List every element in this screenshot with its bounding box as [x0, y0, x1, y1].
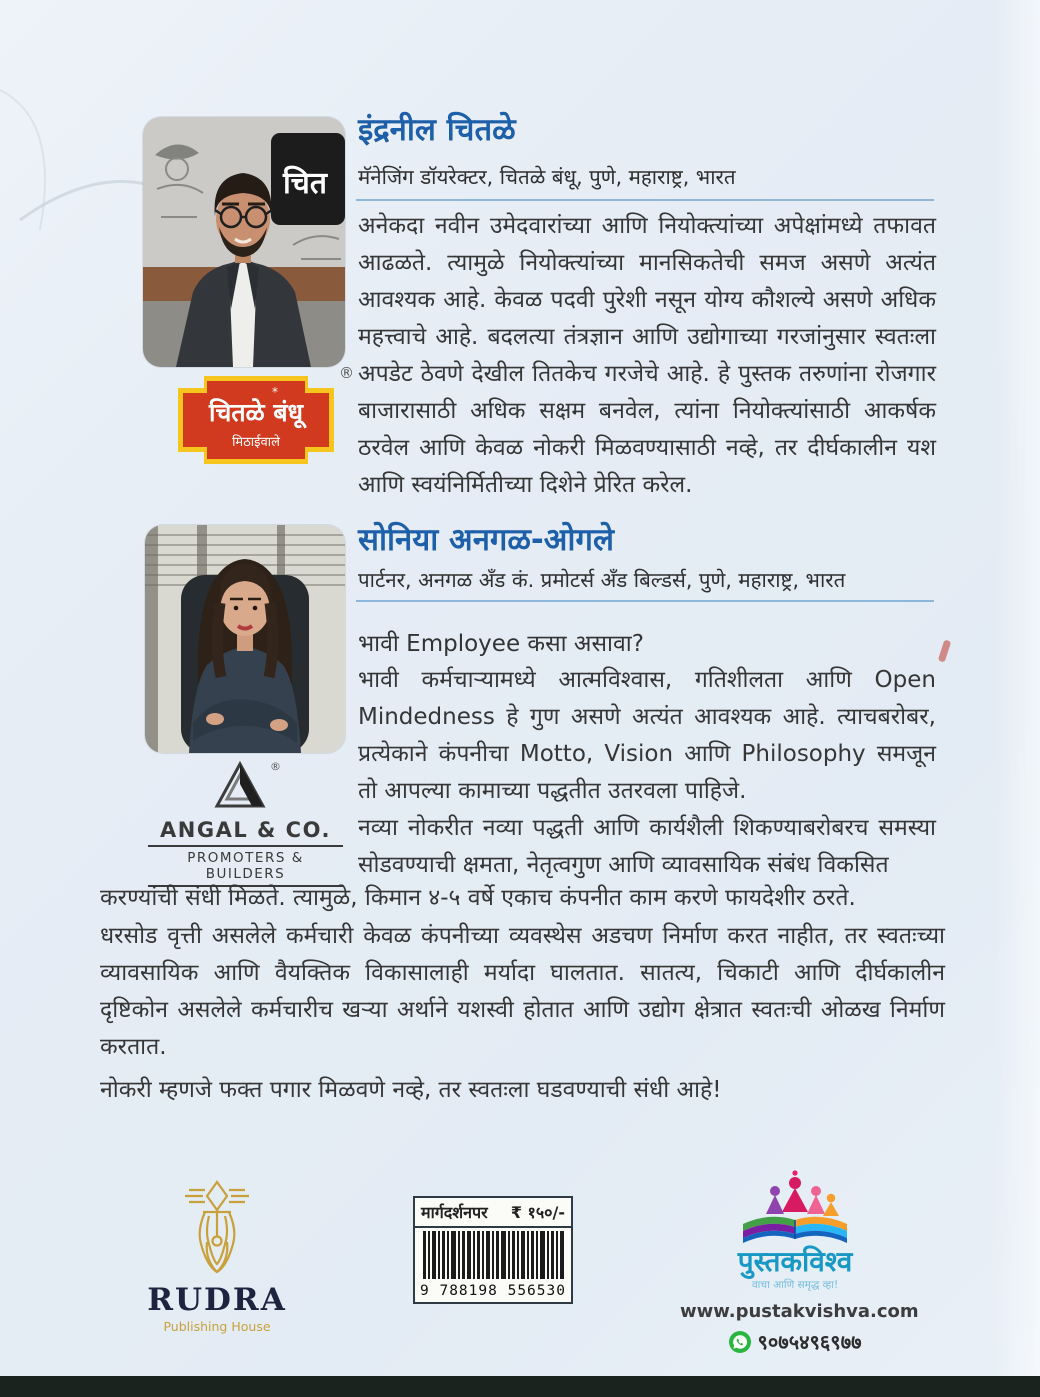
- rudra-name: RUDRA: [147, 1282, 287, 1318]
- pustakvishva-website: www.pustakvishva.com: [680, 1301, 919, 1322]
- body-wide-text: [100, 880, 945, 1110]
- wall-plaque-text: चित: [283, 166, 327, 201]
- author2-name: सोनिया अनगळ-ओगले: [358, 522, 614, 558]
- photo-indraneel-chitale: [143, 117, 345, 367]
- pustakvishva-tagline: वाचा आणि समृद्ध व्हा!: [751, 1279, 839, 1291]
- price-label: मार्गदर्शनपर: [421, 1203, 488, 1222]
- rudra-publisher-logo: [122, 1178, 312, 1334]
- pustakvishva-logo-icon: [730, 1168, 860, 1248]
- price-barcode-box: [413, 1196, 573, 1304]
- author1-name: इंद्रनील चितळे: [358, 112, 516, 148]
- rudra-emblem-icon: [179, 1178, 255, 1278]
- barcode: [421, 1231, 565, 1279]
- divider-1: [356, 199, 934, 201]
- price-value: ₹ १५०/-: [510, 1203, 565, 1222]
- author1-paragraph: अनेकदा नवीन उमेदवारांच्या आणि नियोक्त्यांच्या अपेक्षांमध्ये तफावत आढळते. त्यामुळे नियोक्त्यांच्या मानसिकतेची समज असणे अत्यंत आवश्यक आहे. केवळ पदवी पुरेशी नसून योग्य कौशल्ये असणे अधिक महत्त्वाचे आहे. बदलत्या तंत्रज्ञान आणि उद्योगाच्या गरजांनुसार स्वतःला अपडेट ठेवणे देखील तितकेच गरजेचे आहे. हे पुस्तक तरुणांना रोजगार बाजारासाठी अधिक सक्षम बनवेल, त्यांना नियोक्त्यांसाठी आकर्षक ठरवेल आणि केवळ नोकरी मिळवण्यासाठी नव्हे, तर दीर्घकालीन यश आणि स्वयंनिर्मितीच्या दिशेने प्रेरित करेल.: [358, 213, 936, 498]
- author2-paragraph2-column: नव्या नोकरीत नव्या पद्धती आणि कार्यशैली शिकण्याबरोबरच समस्या सोडवण्याची क्षमता, नेतृत्वगुण आणि व्यावसायिक संबंध विकसित: [358, 815, 936, 878]
- author1-role: मॅनेजिंग डॉयरेक्टर, चितळे बंधू, पुणे, महाराष्ट्र, भारत: [358, 165, 736, 189]
- registered-mark: ®: [270, 760, 281, 773]
- paragraph-wrap-rest: करण्यांची संधी मिळते. त्यामुळे, किमान ४-५ वर्षे एकाच कंपनीत काम करणे फायदेशीर ठरते.: [100, 885, 856, 911]
- isbn-number: 9 788198 556530: [420, 1283, 566, 1299]
- angal-logo-name: ANGAL & CO.: [160, 818, 331, 842]
- pustakvishva-block: [680, 1168, 919, 1355]
- pustakvishva-phone: ९०७५४९६९७७: [757, 1330, 862, 1354]
- author2-role: पार्टनर, अनगळ अँड कं. प्रमोटर्स अँड बिल्डर्स, पुणे, महाराष्ट्र, भारत: [358, 568, 846, 592]
- chitale-bandhu-logo: [172, 364, 354, 470]
- photo-sonia-angal-ogle: [145, 525, 345, 753]
- pustakvishva-name: पुस्तकविश्व: [737, 1245, 853, 1278]
- chitale-logo-text: चितळे बंधू: [209, 398, 303, 427]
- scan-bottom-edge: [0, 1376, 1040, 1397]
- rudra-tagline: Publishing House: [163, 1319, 271, 1334]
- angal-logo-subtitle: PROMOTERS & BUILDERS: [187, 850, 304, 882]
- closing-line: नोकरी म्हणजे फक्त पगार मिळवणे नव्हे, तर स्वतःला घडवण्याची संधी आहे!: [100, 1077, 722, 1103]
- author2-paragraph1: भावी कर्मचाऱ्यामध्ये आत्मविश्वास, गतिशीलता आणि Open Mindedness हे गुण असणे अत्यंत आवश्यक आहे. त्याचबरोबर, प्रत्येकाने कंपनीचा Motto, Vision आणि Philosophy समजून तो आपल्या कामाच्या पद्धतीत उतरवला पाहिजे.: [358, 667, 936, 804]
- chitale-logo-subtext: मिठाईवाले: [232, 435, 280, 450]
- angal-triangle-icon: [210, 760, 270, 812]
- svg-text:*: *: [272, 385, 278, 399]
- scan-artifact-red: [938, 639, 951, 662]
- author2-question: भावी Employee कसा असावा?: [358, 631, 644, 657]
- registered-mark: ®: [339, 364, 354, 382]
- page-edge-highlight: [994, 0, 1040, 1376]
- angal-co-logo: [148, 760, 343, 890]
- paragraph-3: धरसोड वृत्ती असलेले कर्मचारी केवळ कंपनीच्या व्यवस्थेस अडचण निर्माण करत नाहीत, तर स्वतःच्या व्यावसायिक आणि वैयक्तिक विकासालाही मर्यादा घालतात. सातत्य, चिकाटी आणि दीर्घकालीन दृष्टिकोन असलेले कर्मचारीच खऱ्या अर्थाने यशस्वी होतात आणि उद्योग क्षेत्रात स्वतःची ओळख निर्माण करतात.: [100, 923, 945, 1060]
- angal-rule-top: [148, 845, 343, 847]
- divider-2: [356, 600, 934, 602]
- whatsapp-icon: [729, 1331, 751, 1353]
